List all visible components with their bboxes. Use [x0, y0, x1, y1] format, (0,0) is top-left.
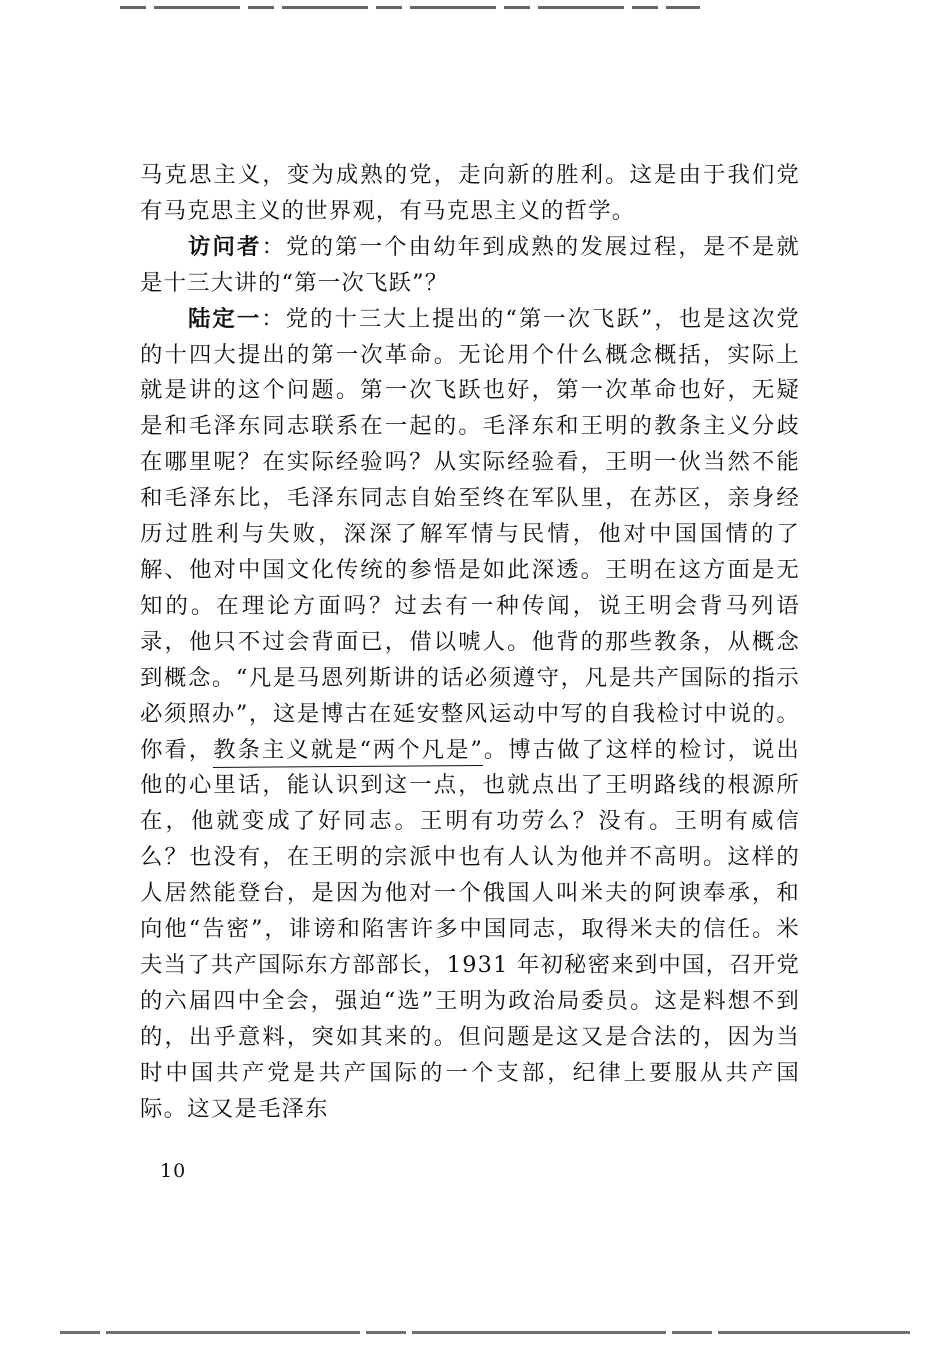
- paragraph-2: [140, 230, 800, 302]
- scan-edge-top: [120, 6, 700, 9]
- page-number: 10: [160, 1160, 187, 1182]
- paragraph-1: [140, 158, 800, 230]
- paragraph-2-text: 党的第一个由幼年到成熟的发展过程，是不是就是十三大讲的“第一次飞跃”？: [140, 233, 801, 296]
- paragraph-3-text-part-2: 。博古做了这样的检讨，说出他的心里话，能认识到这一点，也就点出了王明路线的根源所在，他就变成了好同志。王明有功劳么？没有。王明有威信么？也没有，在王明的宗派中也有人认为他并不高明。这样的人居然能登台，是因为他对一个俄国人叫米夫的阿谀奉承，和向他“告密”，诽谤和陷害许多中国同志，取得米夫的信任。米夫当了共产国际东方部部长，1931 年初秘密来到中国，召开党的六届四中全会，强迫“选”王明为政治局委员。这是料想不到的，出乎意料，突如其来的。但问题是这又是合法的，因为当时中国共产党是共产国际的一个支部，纪律上要服从共产国际。这又是毛泽东: [140, 736, 800, 1122]
- scan-edge-bottom: [60, 1331, 910, 1334]
- paragraph-3-text-part-1: 党的十三大上提出的“第一次飞跃”，也是这次党的十四大提出的第一次革命。无论用个什么概念概括，实际上就是讲的这个问题。第一次飞跃也好，第一次革命也好，无疑是和毛泽东同志联系在一起的。毛泽东和王明的教条主义分歧在哪里呢？在实际经验吗？从实际经验看，王明一伙当然不能和毛泽东比，毛泽东同志自始至终在军队里，在苏区，亲身经历过胜利与失败，深深了解军情与民情，他对中国国情的了解、他对中国文化传统的参悟是如此深透。王明在这方面是无知的。在理论方面吗？过去有一种传闻，说王明会背马列语录，他只不过会背面已，借以唬人。他背的那些教条，从概念到概念。“凡是马恩列斯讲的话必须遵守，凡是共产国际的指示必须照办”，这是博古在延安整风运动中写的自我检讨中说的。你看，: [140, 305, 800, 763]
- body-text: [140, 158, 800, 1127]
- paragraph-1-text: 马克思主义，变为成熟的党，走向新的胜利。这是由于我们党有马克思主义的世界观，有马克思主义的哲学。: [140, 162, 800, 224]
- speaker-separator: ：: [261, 233, 287, 260]
- speaker-separator: ：: [261, 305, 286, 332]
- speaker-lu-dingyi: 陆定一: [188, 305, 262, 332]
- underlined-phrase: 教条主义就是“两个凡是”: [213, 736, 484, 763]
- speaker-interviewer: 访问者: [188, 233, 262, 260]
- paragraph-3: [140, 302, 800, 1128]
